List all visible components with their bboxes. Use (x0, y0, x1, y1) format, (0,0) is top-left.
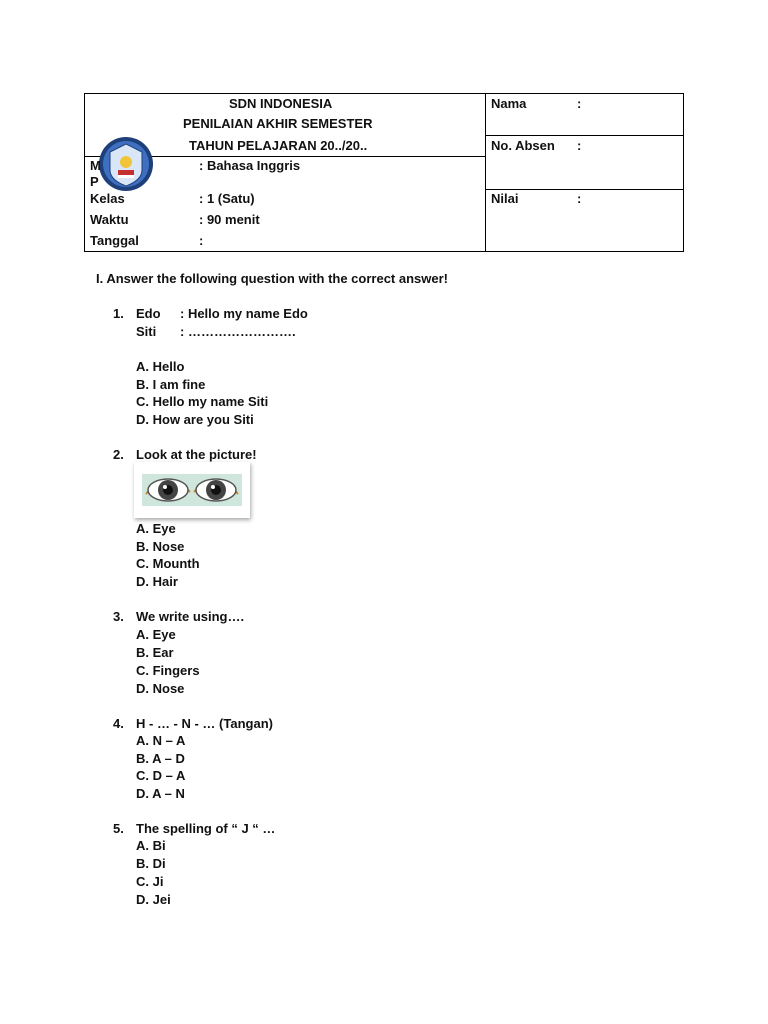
table-divider-vertical (485, 94, 486, 251)
tanggal-value: : (199, 233, 204, 248)
answer-option[interactable]: C. Ji (136, 874, 164, 889)
question-number: 1. (113, 306, 124, 321)
nilai-colon: : (577, 191, 582, 206)
exam-title: PENILAIAN AKHIR SEMESTER (183, 116, 373, 131)
answer-option[interactable]: A. Hello (136, 359, 185, 374)
answer-option[interactable]: B. A – D (136, 751, 185, 766)
kelas-value: : 1 (Satu) (199, 191, 255, 206)
answer-option[interactable]: D. Nose (136, 681, 185, 696)
tanggal-label: Tanggal (90, 233, 139, 248)
dialog-line: : Hello my name Edo (180, 306, 308, 321)
eyes-picture (134, 462, 250, 518)
question-text: The spelling of “ J “ … (136, 821, 276, 836)
question-text: We write using…. (136, 609, 245, 624)
answer-option[interactable]: B. Nose (136, 539, 185, 554)
nama-colon: : (577, 96, 582, 111)
answer-option[interactable]: C. Hello my name Siti (136, 394, 269, 409)
school-name: SDN INDONESIA (229, 96, 333, 111)
answer-option[interactable]: D. Jei (136, 892, 171, 907)
dialog-line: : ……………………. (180, 324, 296, 339)
question-number: 4. (113, 716, 124, 731)
question-number: 3. (113, 609, 124, 624)
answer-option[interactable]: B. Ear (136, 645, 174, 660)
answer-option[interactable]: B. I am fine (136, 377, 206, 392)
nilai-label: Nilai (491, 191, 519, 206)
instruction: I. Answer the following question with the correct answer! (96, 271, 449, 286)
answer-option[interactable]: C. Fingers (136, 663, 200, 678)
answer-option[interactable]: D. A – N (136, 786, 185, 801)
table-divider-right-1 (485, 135, 683, 136)
waktu-label: Waktu (90, 212, 129, 227)
question-number: 2. (113, 447, 124, 462)
answer-option[interactable]: C. D – A (136, 768, 186, 783)
exam-header-table (84, 93, 684, 252)
table-divider-right-2 (485, 189, 683, 190)
answer-option[interactable]: A. Eye (136, 627, 176, 642)
question-text: Look at the picture! (136, 447, 257, 462)
waktu-value: : 90 menit (199, 212, 260, 227)
answer-option[interactable]: D. How are you Siti (136, 412, 254, 427)
kelas-label: Kelas (90, 191, 125, 206)
dialog-speaker: Edo (136, 306, 161, 321)
mapel-value: : Bahasa Inggris (199, 158, 301, 173)
eyes-icon (134, 462, 250, 518)
answer-option[interactable]: A. Eye (136, 521, 176, 536)
answer-option[interactable]: A. N – A (136, 733, 186, 748)
answer-option[interactable]: B. Di (136, 856, 166, 871)
question-text: H - … - N - … (Tangan) (136, 716, 273, 731)
mapel-label-partial-2: P (90, 174, 99, 189)
mapel-label-partial: M (90, 158, 101, 173)
answer-option[interactable]: A. Bi (136, 838, 166, 853)
absen-label: No. Absen (491, 138, 555, 153)
answer-option[interactable]: C. Mounth (136, 556, 200, 571)
absen-colon: : (577, 138, 582, 153)
answer-option[interactable]: D. Hair (136, 574, 178, 589)
dialog-speaker: Siti (136, 324, 157, 339)
school-year: TAHUN PELAJARAN 20../20.. (189, 138, 368, 153)
school-logo-icon (98, 136, 154, 192)
nama-label: Nama (491, 96, 527, 111)
question-number: 5. (113, 821, 124, 836)
